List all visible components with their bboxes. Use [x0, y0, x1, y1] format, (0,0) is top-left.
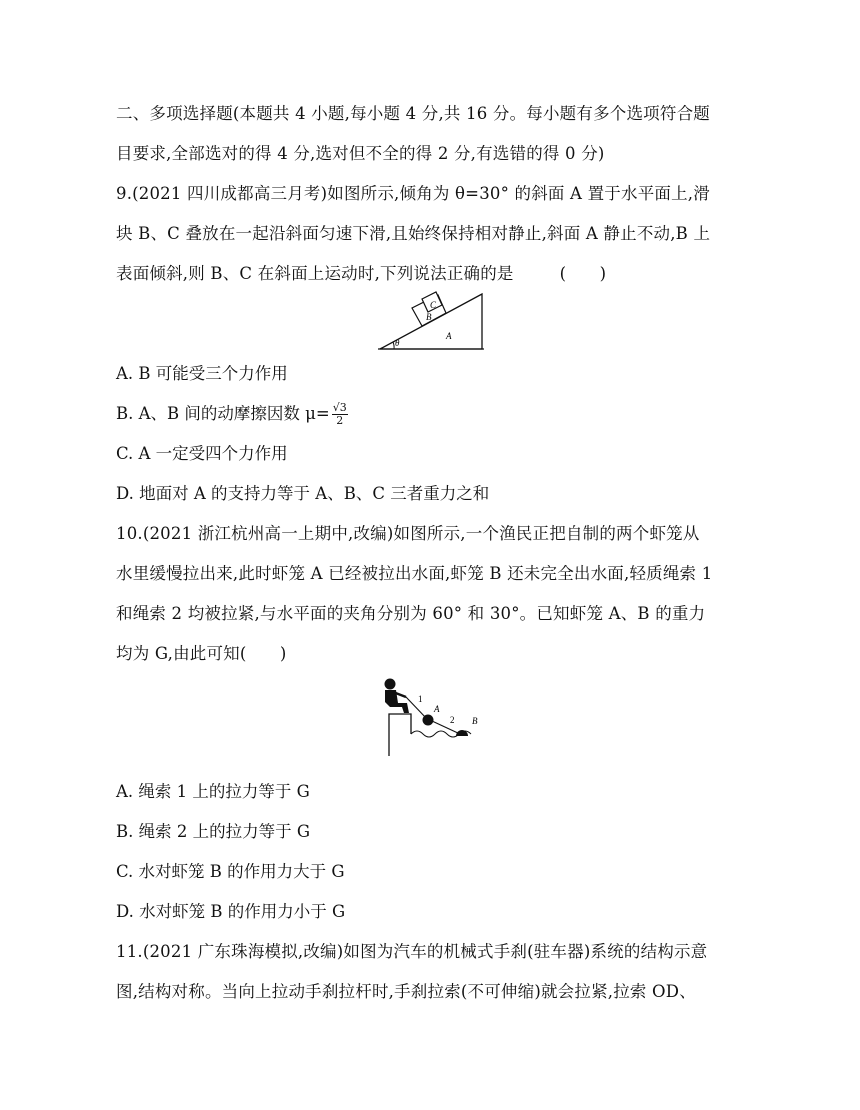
q9-option-a: A. B 可能受三个力作用 [116, 364, 288, 383]
q9-stem-line-2: 块 B、C 叠放在一起沿斜面匀速下滑,且始终保持相对静止,斜面 A 静止不动,B 上 [116, 224, 711, 243]
q9-stem-line-3 [116, 260, 606, 284]
label-theta: θ [395, 338, 400, 348]
fraction-numerator: √3 [332, 401, 347, 414]
section-header-line-2: 目要求,全部选对的得 4 分,选对但不全的得 2 分,有选错的得 0 分) [116, 144, 605, 163]
rope-1 [406, 697, 427, 719]
q10-option-a: A. 绳索 1 上的拉力等于 G [116, 782, 310, 801]
label-rope-1: 1 [418, 694, 423, 704]
q9-option-b-fraction [332, 402, 348, 427]
label-c: C [430, 300, 437, 310]
q9-incline-figure [372, 288, 487, 354]
q9-option-b [116, 400, 348, 427]
q10-option-d: D. 水对虾笼 B 的作用力小于 G [116, 902, 346, 921]
rope-2 [432, 721, 460, 734]
label-a: A [446, 331, 452, 341]
q10-stem-line-2: 水里缓慢拉出来,此时虾笼 A 已经被拉出水面,虾笼 B 还未完全出水面,轻质绳索 1 [116, 564, 713, 583]
q9-stem-text: 表面倾斜,则 B、C 在斜面上运动时,下列说法正确的是 [116, 264, 514, 283]
label-cage-b: B [472, 716, 478, 726]
pier-wall [389, 714, 411, 756]
cage-a [423, 715, 434, 726]
q10-fisherman-figure [376, 676, 486, 760]
q10-stem-line-1: 10.(2021 浙江杭州高一上期中,改编)如图所示,一个渔民正把自制的两个虾笼从 [116, 524, 700, 543]
q9-option-c: C. A 一定受四个力作用 [116, 444, 288, 463]
q9-stem-line-1: 9.(2021 四川成都高三月考)如图所示,倾角为 θ=30° 的斜面 A 置于水平面上,滑 [116, 184, 710, 203]
q11-stem-line-1: 11.(2021 广东珠海模拟,改编)如图为汽车的机械式手刹(驻车器)系统的结构示意 [116, 942, 708, 961]
q10-stem-line-3: 和绳索 2 均被拉紧,与水平面的夹角分别为 60° 和 30°。已知虾笼 A、B 的重力 [116, 604, 706, 623]
q10-option-c: C. 水对虾笼 B 的作用力大于 G [116, 862, 345, 881]
angle-arc [393, 342, 394, 349]
label-cage-a: A [434, 704, 440, 714]
fraction-denominator: 2 [336, 414, 344, 427]
q9-answer-bracket: ( ) [559, 264, 607, 283]
section-header-line-1: 二、多项选择题(本题共 4 小题,每小题 4 分,共 16 分。每小题有多个选项符合题 [116, 104, 710, 123]
label-rope-2: 2 [450, 715, 455, 725]
q10-option-b: B. 绳索 2 上的拉力等于 G [116, 822, 311, 841]
label-b: B [426, 312, 432, 322]
q9-option-b-text: B. A、B 间的动摩擦因数 μ= [116, 404, 330, 423]
q9-option-d: D. 地面对 A 的支持力等于 A、B、C 三者重力之和 [116, 484, 490, 503]
fisherman-head [385, 679, 396, 690]
q11-stem-line-2: 图,结构对称。当向上拉动手刹拉杆时,手刹拉索(不可伸缩)就会拉紧,拉索 OD、 [116, 982, 696, 1001]
q10-stem-line-4: 均为 G,由此可知( ) [116, 644, 287, 663]
